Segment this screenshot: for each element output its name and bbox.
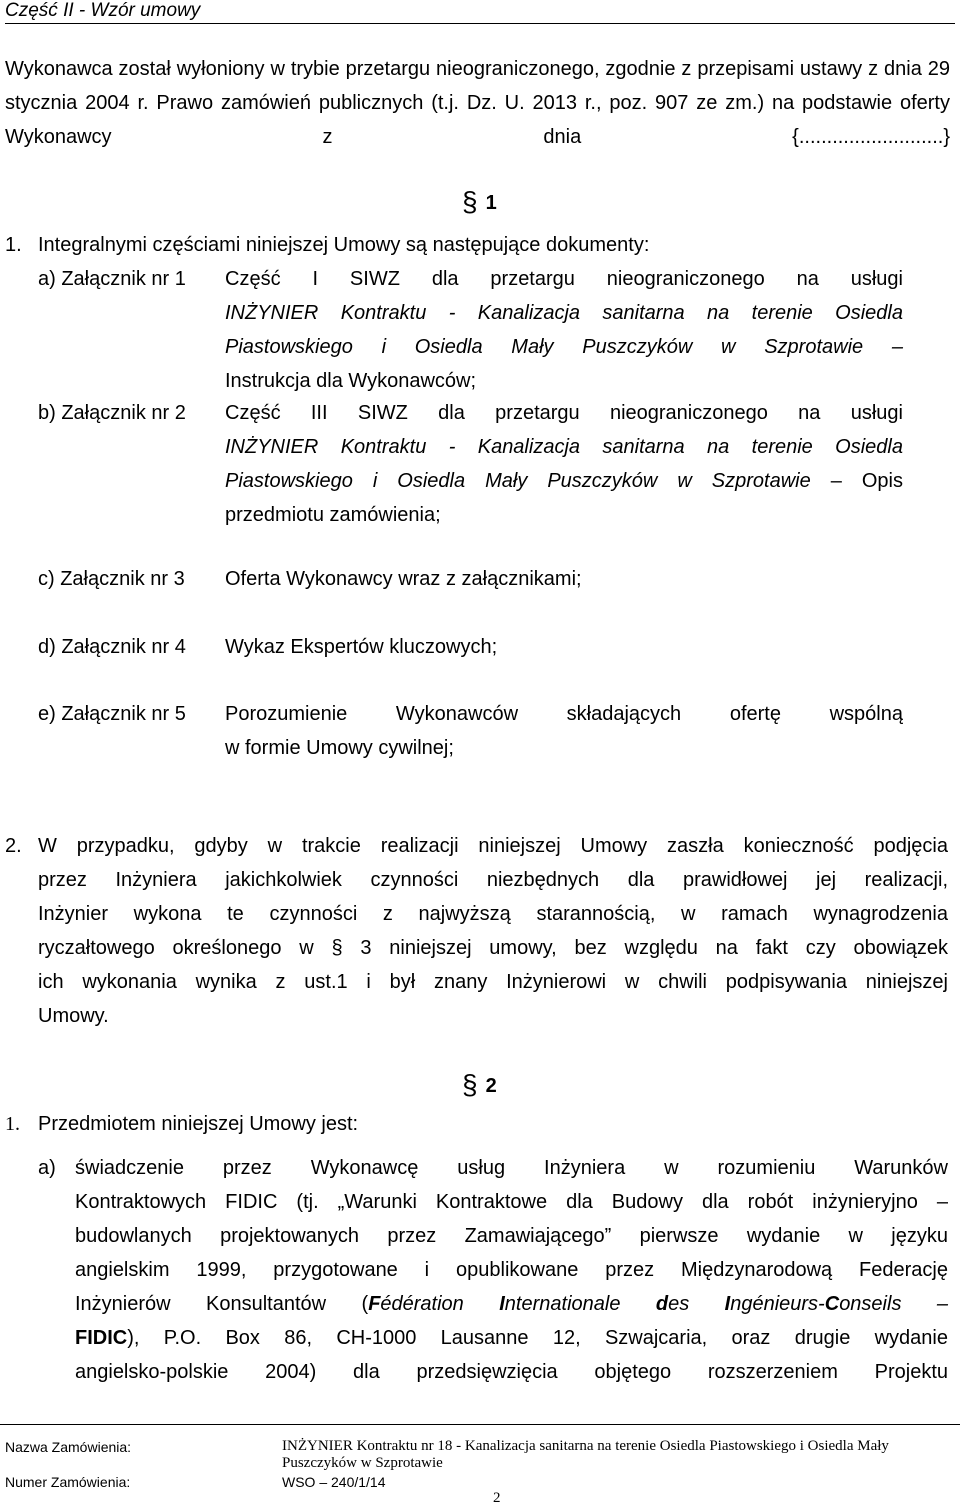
- footer-rule: [0, 1424, 960, 1425]
- fidic-acronym: FIDIC: [75, 1327, 128, 1349]
- attachment-label-d: d) Załącznik nr 4: [38, 636, 186, 658]
- section-sign: §: [462, 1069, 478, 1100]
- attachment-a-line3: Piastowskiego i Osiedla Mały Puszczyków w Szprotawie –: [225, 336, 903, 358]
- s2-item-a-line: Kontraktowych FIDIC (tj. „Warunki Kontraktowe dla Budowy dla robót inżynieryjno –: [75, 1191, 948, 1213]
- section-number: 2: [485, 1075, 497, 1097]
- fidic-word-internationale: nternationale: [504, 1293, 656, 1315]
- fidic-initial-i2: I: [724, 1293, 731, 1315]
- section-number: 1: [485, 192, 497, 214]
- s2-item-a-line: świadczenie przez Wykonawcę usług Inżyniera w rozumieniu Warunków: [75, 1157, 948, 1179]
- s2-p1-number: 1.: [5, 1113, 20, 1135]
- attachment-c-text: Oferta Wykonawcy wraz z załącznikami;: [225, 568, 582, 590]
- section-sign: §: [462, 186, 478, 217]
- s2-item-a-line-fidic-address: [75, 1321, 948, 1355]
- s1-p2-line: Inżynier wykona te czynności z najwyższą starannością, w ramach wynagrodzenia: [38, 903, 948, 925]
- fidic-address: ), P.O. Box 86, CH-1000 Lausanne 12, Szwajcaria, oraz drugie wydanie: [127, 1327, 948, 1349]
- intro-text: Wykonawca został wyłoniony w trybie przetargu nieograniczonego, zgodnie z przepisami ustawy z dnia 29 stycznia 2004 r. Prawo zamówień publicznych (t.j. Dz. U. 2013 r., poz. 907 ze zm.) na podstawie oferty Wykonawcy z dnia {..........................}: [5, 58, 950, 148]
- attachment-a-line1: Część I SIWZ dla przetargu nieograniczonego na usługi: [225, 268, 903, 290]
- s1-p2-line: ich wykonania wynika z ust.1 i był znany Inżynierowi w chwili podpisywania niniejszej: [38, 971, 948, 993]
- attachment-d-text: Wykaz Ekspertów kluczowych;: [225, 636, 498, 658]
- footer-number-value: WSO – 240/1/14: [282, 1474, 386, 1490]
- attachment-b-line3: [225, 464, 903, 498]
- attachment-e-line2: w formie Umowy cywilnej;: [225, 737, 454, 759]
- attachment-label-e: e) Załącznik nr 5: [38, 703, 186, 725]
- s1-p2-number: 2.: [5, 835, 22, 857]
- s1-p2-line: W przypadku, gdyby w trakcie realizacji niniejszej Umowy zaszła konieczność podjęcia: [38, 835, 948, 857]
- attachment-b-body: [225, 396, 903, 532]
- s1-p2-line: Umowy.: [38, 1005, 109, 1027]
- fidic-word-ingenieurs: ngénieurs-: [730, 1293, 825, 1315]
- s2-item-a-line: angielskim 1999, przygotowane i opublikowane przez Międzynarodową Federację: [75, 1259, 948, 1281]
- footer-number-label: Numer Zamówienia:: [5, 1474, 131, 1490]
- attachment-label-a: a) Załącznik nr 1: [38, 268, 186, 290]
- attachment-label-c: c) Załącznik nr 3: [38, 568, 185, 590]
- fidic-word-federation: édération: [380, 1293, 500, 1315]
- s2-p1-text: Przedmiotem niniejszej Umowy jest:: [38, 1113, 359, 1135]
- attachment-a-line2: INŻYNIER Kontraktu - Kanalizacja sanitarna na terenie Osiedla: [225, 302, 903, 324]
- footer-name-label: Nazwa Zamówienia:: [5, 1439, 132, 1455]
- fidic-word-des: es: [668, 1293, 725, 1315]
- attachment-a-body: [225, 262, 903, 398]
- attachment-b-line2: INŻYNIER Kontraktu - Kanalizacja sanitarna na terenie Osiedla: [225, 436, 903, 458]
- section-1-heading: [462, 186, 497, 217]
- footer-name-value-line1: INŻYNIER Kontraktu nr 18 - Kanalizacja sanitarna na terenie Osiedla Piastowskiego i Osiedla Mały: [282, 1438, 889, 1454]
- attachment-b-line3-italic: Piastowskiego i Osiedla Mały Puszczyków w Szprotawie: [225, 470, 811, 492]
- fidic-line-prefix: Inżynierów Konsultantów (: [75, 1293, 369, 1315]
- section-2-heading: [462, 1069, 497, 1100]
- s2-item-a-line: budowlanych projektowanych przez Zamawiającego” pierwsze wydanie w języku: [75, 1225, 948, 1247]
- s1-p2-body: [38, 829, 948, 1033]
- s2-item-a-line: angielsko-polskie 2004) dla przedsięwzięcia objętego rozszerzeniem Projektu: [75, 1361, 948, 1383]
- s2-item-a-line-fidic-name: [75, 1287, 948, 1321]
- attachment-label-b: b) Załącznik nr 2: [38, 402, 186, 424]
- fidic-initial-i: I: [499, 1293, 505, 1315]
- s1-p1-text: Integralnymi częściami niniejszej Umowy są następujące dokumenty:: [38, 234, 650, 256]
- fidic-initial-f: F: [368, 1293, 381, 1315]
- s2-item-a-label: a): [38, 1157, 56, 1179]
- fidic-initial-c: C: [824, 1293, 840, 1315]
- intro-paragraph: [5, 52, 950, 154]
- attachment-b-line4: przedmiotu zamówienia;: [225, 504, 441, 526]
- s2-item-a-body: [75, 1151, 948, 1389]
- footer-name-value-line2: Puszczyków w Szprotawie: [282, 1455, 443, 1471]
- s1-p2-line: przez Inżyniera jakichkolwiek czynności niezbędnych dla prawidłowej jej realizacji,: [38, 869, 948, 891]
- s1-p2-line: ryczałtowego określonego w § 3 niniejszej umowy, bez względu na fakt czy obowiązek: [38, 937, 948, 959]
- attachment-e-line1: Porozumienie Wykonawców składających ofertę wspólną: [225, 703, 903, 725]
- attachment-a-line4: Instrukcja dla Wykonawców;: [225, 370, 477, 392]
- attachment-b-line3-rest: – Opis: [810, 470, 903, 492]
- header-rule: [5, 23, 955, 24]
- s1-p1-number: 1.: [5, 234, 22, 256]
- attachment-b-line1: Część III SIWZ dla przetargu nieograniczonego na usługi: [225, 402, 903, 424]
- fidic-word-conseils: onseils –: [839, 1293, 948, 1315]
- page-header-title: Część II - Wzór umowy: [5, 0, 201, 21]
- fidic-initial-d: d: [655, 1293, 669, 1315]
- page-number: 2: [493, 1490, 501, 1506]
- attachment-e-body: [225, 697, 903, 765]
